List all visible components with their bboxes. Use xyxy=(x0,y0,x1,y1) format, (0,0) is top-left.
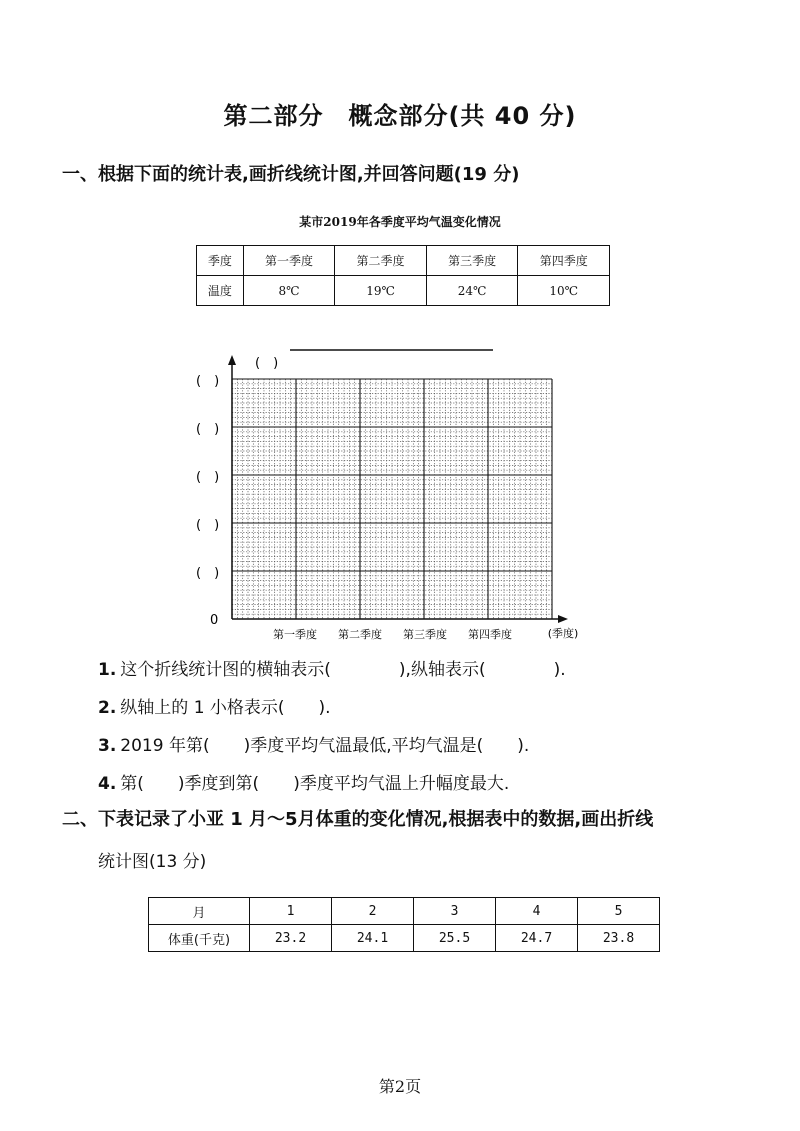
question-number: 4. xyxy=(98,774,117,794)
origin-label: 0 xyxy=(210,613,219,628)
x-tick-label: 第三季度 xyxy=(403,628,447,641)
table-cell: 19℃ xyxy=(335,276,427,306)
y-tick-label: ( ) xyxy=(196,422,220,437)
table-cell: 8℃ xyxy=(243,276,335,306)
grid-fine-lines xyxy=(232,379,552,619)
table-cell: 第三季度 xyxy=(426,246,518,276)
table-header-cell: 温度 xyxy=(197,276,244,306)
y-axis-arrow xyxy=(228,355,236,365)
table-header-cell: 季度 xyxy=(197,246,244,276)
table-cell: 2 xyxy=(332,898,414,925)
x-tick-label: 第二季度 xyxy=(338,628,382,641)
question-1-2 xyxy=(98,693,331,718)
table-row xyxy=(197,246,610,276)
page-title: 第二部分 概念部分(共 40 分) xyxy=(223,102,577,130)
blank-line-chart-grid xyxy=(180,335,600,645)
table-cell: 25.5 xyxy=(414,925,496,952)
table-cell: 第二季度 xyxy=(335,246,427,276)
page-number: 第2页 xyxy=(378,1077,422,1096)
x-axis-label: (季度) xyxy=(547,627,579,640)
table-cell: 10℃ xyxy=(518,276,610,306)
question-number: 1. xyxy=(98,660,117,680)
question-text: 这个折线统计图的横轴表示( ),纵轴表示( ). xyxy=(120,660,566,680)
y-tick-label: ( ) xyxy=(196,518,220,533)
table-cell: 23.8 xyxy=(578,925,660,952)
table-row xyxy=(197,276,610,306)
table-cell: 1 xyxy=(250,898,332,925)
y-tick-label: ( ) xyxy=(196,374,220,389)
table-row xyxy=(149,898,660,925)
y-tick-label: ( ) xyxy=(196,470,220,485)
table-cell: 4 xyxy=(496,898,578,925)
question-2-heading: 二、下表记录了小亚 1 月～5月体重的变化情况,根据表中的数据,画出折线 xyxy=(62,809,654,830)
question-1-4 xyxy=(98,769,509,794)
y-tick-label: ( ) xyxy=(196,566,220,581)
temperature-table-title: 某市2019年各季度平均气温变化情况 xyxy=(299,215,501,229)
weight-table xyxy=(148,897,660,952)
table-cell: 24.1 xyxy=(332,925,414,952)
x-tick-label: 第一季度 xyxy=(273,628,317,641)
question-1-3 xyxy=(98,731,529,756)
question-text: 纵轴上的 1 小格表示( ). xyxy=(120,698,331,718)
question-text: 2019 年第( )季度平均气温最低,平均气温是( ). xyxy=(120,736,530,756)
x-tick-label: 第四季度 xyxy=(468,628,512,641)
table-header-cell: 体重(千克) xyxy=(149,925,250,952)
table-header-cell: 月 xyxy=(149,898,250,925)
question-text: 第( )季度到第( )季度平均气温上升幅度最大. xyxy=(120,774,510,794)
table-cell: 24.7 xyxy=(496,925,578,952)
temperature-table xyxy=(196,245,610,306)
table-cell: 第一季度 xyxy=(243,246,335,276)
table-cell: 23.2 xyxy=(250,925,332,952)
question-1-1 xyxy=(98,655,566,680)
question-number: 2. xyxy=(98,698,117,718)
table-cell: 24℃ xyxy=(426,276,518,306)
question-number: 3. xyxy=(98,736,117,756)
table-row xyxy=(149,925,660,952)
table-cell: 第四季度 xyxy=(518,246,610,276)
question-2-heading-cont: 统计图(13 分) xyxy=(98,852,207,872)
table-cell: 3 xyxy=(414,898,496,925)
y-unit-placeholder: ( ) xyxy=(255,356,279,371)
question-1-heading: 一、根据下面的统计表,画折线统计图,并回答问题(19 分) xyxy=(62,164,520,185)
table-cell: 5 xyxy=(578,898,660,925)
x-axis-arrow xyxy=(558,615,568,623)
